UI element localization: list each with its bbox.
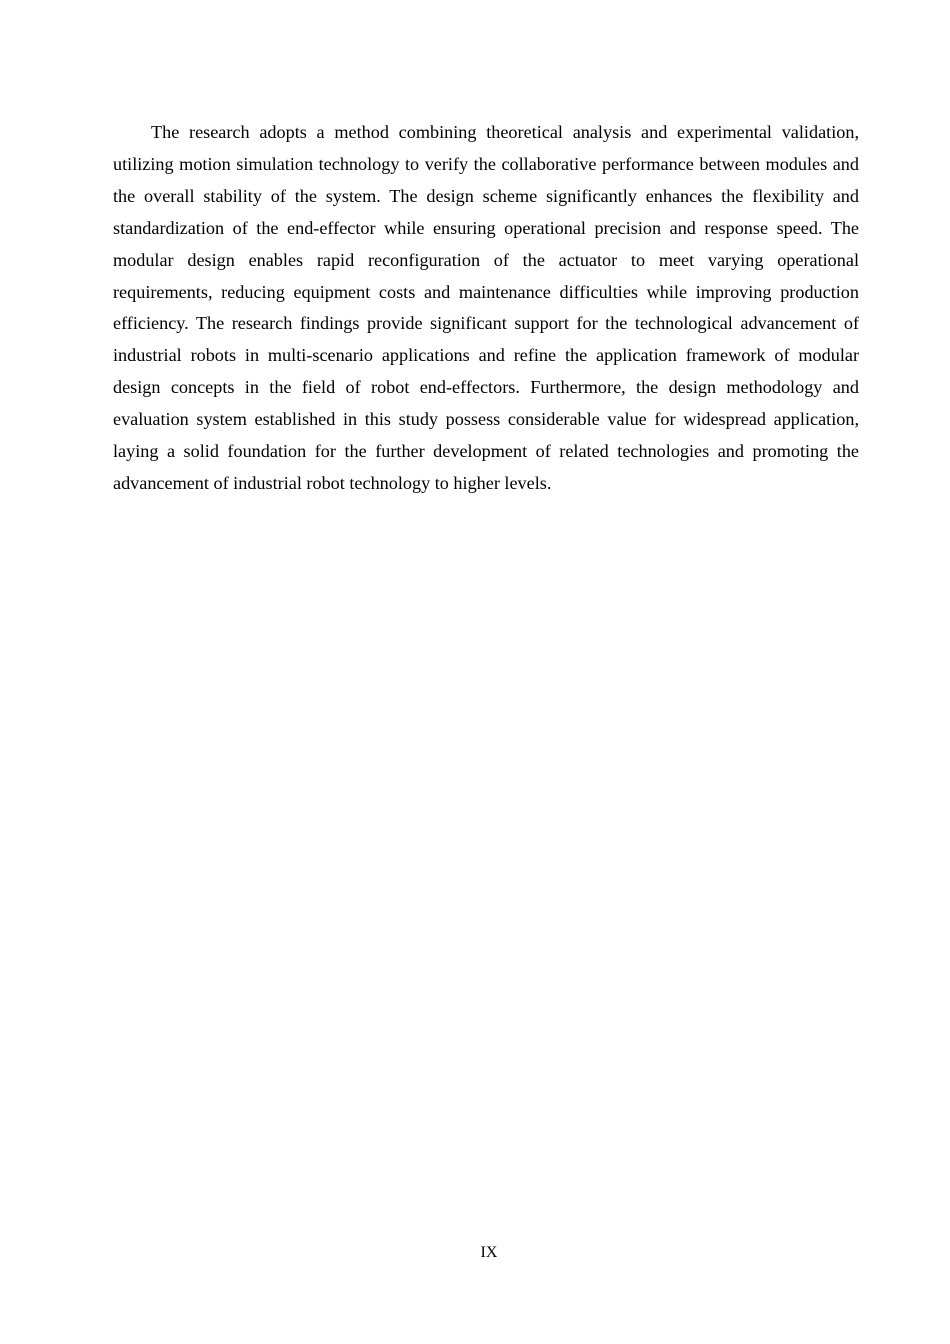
page-number: IX	[480, 1244, 498, 1261]
abstract-paragraph: The research adopts a method combining theoretical analysis and experimental validation, utilizing motion simulation technology to verify the collaborative performance between modules and the overall stability of the system. The design scheme significantly enhances the flexibility and standardization of the end-effector while ensuring operational precision and response speed. The modular design enables rapid reconfiguration of the actuator to meet varying operational requirements, reducing equipment costs and maintenance difficulties while improving production efficiency. The research findings provide significant support for the technological advancement of industrial robots in multi-scenario applications and refine the application framework of modular design concepts in the field of robot end-effectors. Furthermore, the design methodology and evaluation system established in this study possess considerable value for widespread application, laying a solid foundation for the further development of related technologies and promoting the advancement of industrial robot technology to higher levels.	[113, 122, 859, 493]
